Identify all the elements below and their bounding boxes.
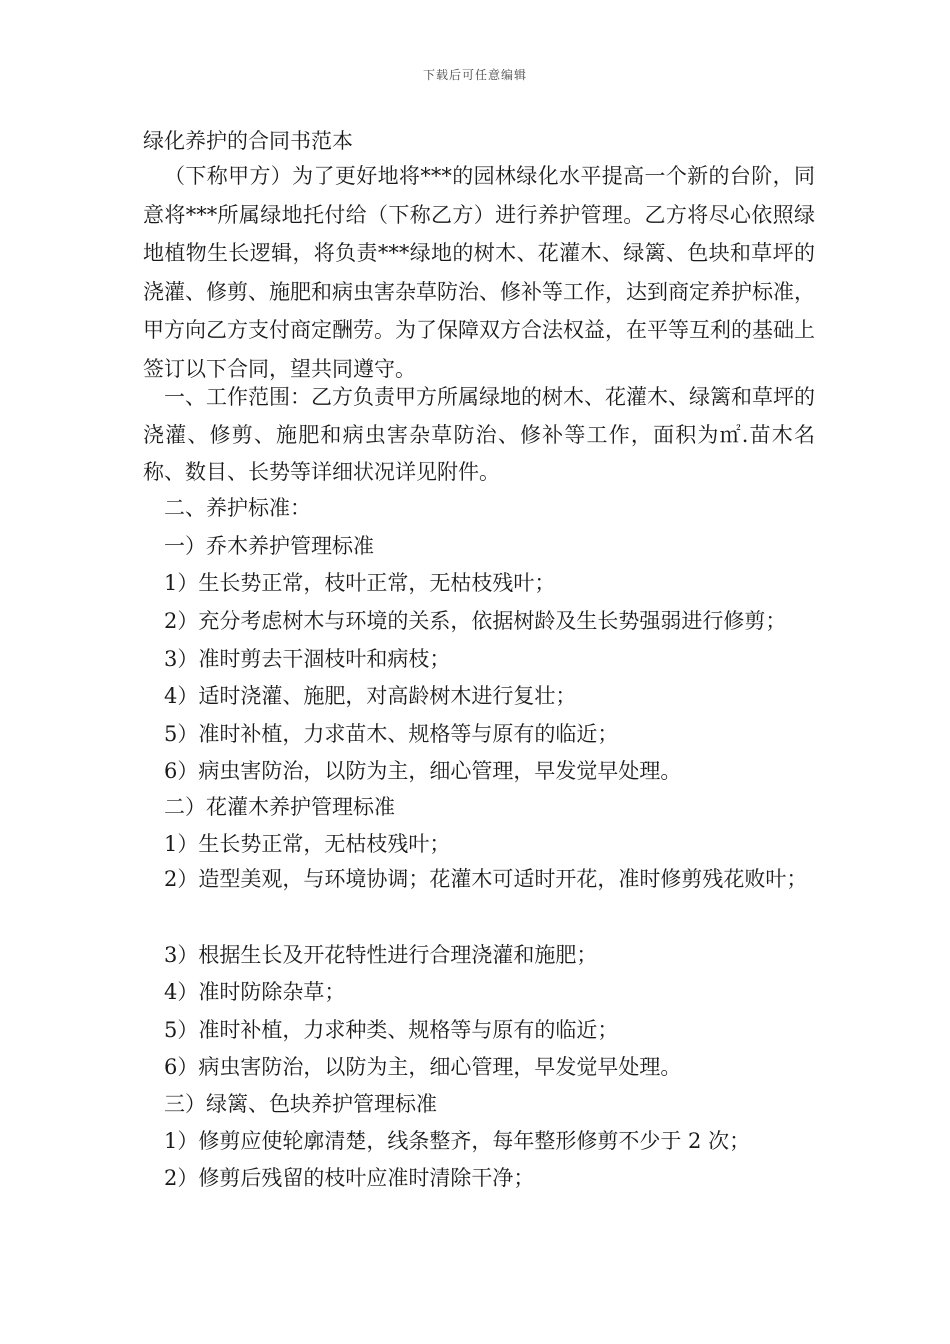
list-item: 2）修剪后残留的枝叶应准时清除干净； bbox=[164, 1166, 535, 1190]
intro-paragraph: （下称甲方）为了更好地将***的园林绿化水平提高一个新的台阶，同意将***所属绿地托付给（下称乙方）进行养护管理。乙方将尽心依照绿地植物生长逻辑，将负责***绿地的树木、花灌木、绿篱、色块和草坪的浇灌、修剪、施肥和病虫害杂草防治、修补等工作，达到商定养护标准，甲方向乙方支付商定酬劳。为了保障双方合法权益，在平等互利的基础上签订以下合同，望共同遵守。 bbox=[143, 164, 815, 381]
list-item: 2）充分考虑树木与环境的关系，依据树龄及生长势强弱进行修剪； bbox=[164, 609, 787, 633]
list-item: 5）准时补植，力求苗木、规格等与原有的临近； bbox=[164, 722, 619, 746]
section-2-heading: 二、养护标准： bbox=[164, 496, 311, 520]
section-1-paragraph: 一、工作范围：乙方负责甲方所属绿地的树木、花灌木、绿篱和草坪的浇灌、修剪、施肥和病虫害杂草防治、修补等工作，面积为㎡.苗木名称、数目、长势等详细状况详见附件。 bbox=[143, 385, 815, 484]
subsection-1-heading: 一）乔木养护管理标准 bbox=[164, 534, 374, 558]
header-note: 下载后可任意编辑 bbox=[422, 68, 527, 82]
subsection-2-heading: 二）花灌木养护管理标准 bbox=[164, 795, 395, 819]
list-item: 3）准时剪去干涸枝叶和病枝； bbox=[164, 647, 451, 671]
list-item: 1）生长势正常，枝叶正常，无枯枝残叶； bbox=[164, 571, 556, 595]
list-item: 1）生长势正常，无枯枝残叶； bbox=[164, 832, 451, 856]
list-item: 6）病虫害防治，以防为主，细心管理，早发觉早处理。 bbox=[164, 1055, 682, 1079]
list-item: 2）造型美观，与环境协调；花灌木可适时开花，准时修剪残花败叶； bbox=[164, 867, 808, 891]
list-item: 4）适时浇灌、施肥，对高龄树木进行复壮； bbox=[164, 684, 577, 708]
subsection-3-heading: 三）绿篱、色块养护管理标准 bbox=[164, 1092, 437, 1116]
list-item: 4）准时防除杂草； bbox=[164, 980, 346, 1004]
list-item: 6）病虫害防治，以防为主，细心管理，早发觉早处理。 bbox=[164, 759, 682, 783]
list-item: 1）修剪应使轮廓清楚，线条整齐，每年整形修剪不少于 2 次； bbox=[164, 1129, 751, 1153]
list-item: 3）根据生长及开花特性进行合理浇灌和施肥； bbox=[164, 943, 598, 967]
document-title: 绿化养护的合同书范本 bbox=[143, 129, 353, 153]
list-item: 5）准时补植，力求种类、规格等与原有的临近； bbox=[164, 1018, 619, 1042]
